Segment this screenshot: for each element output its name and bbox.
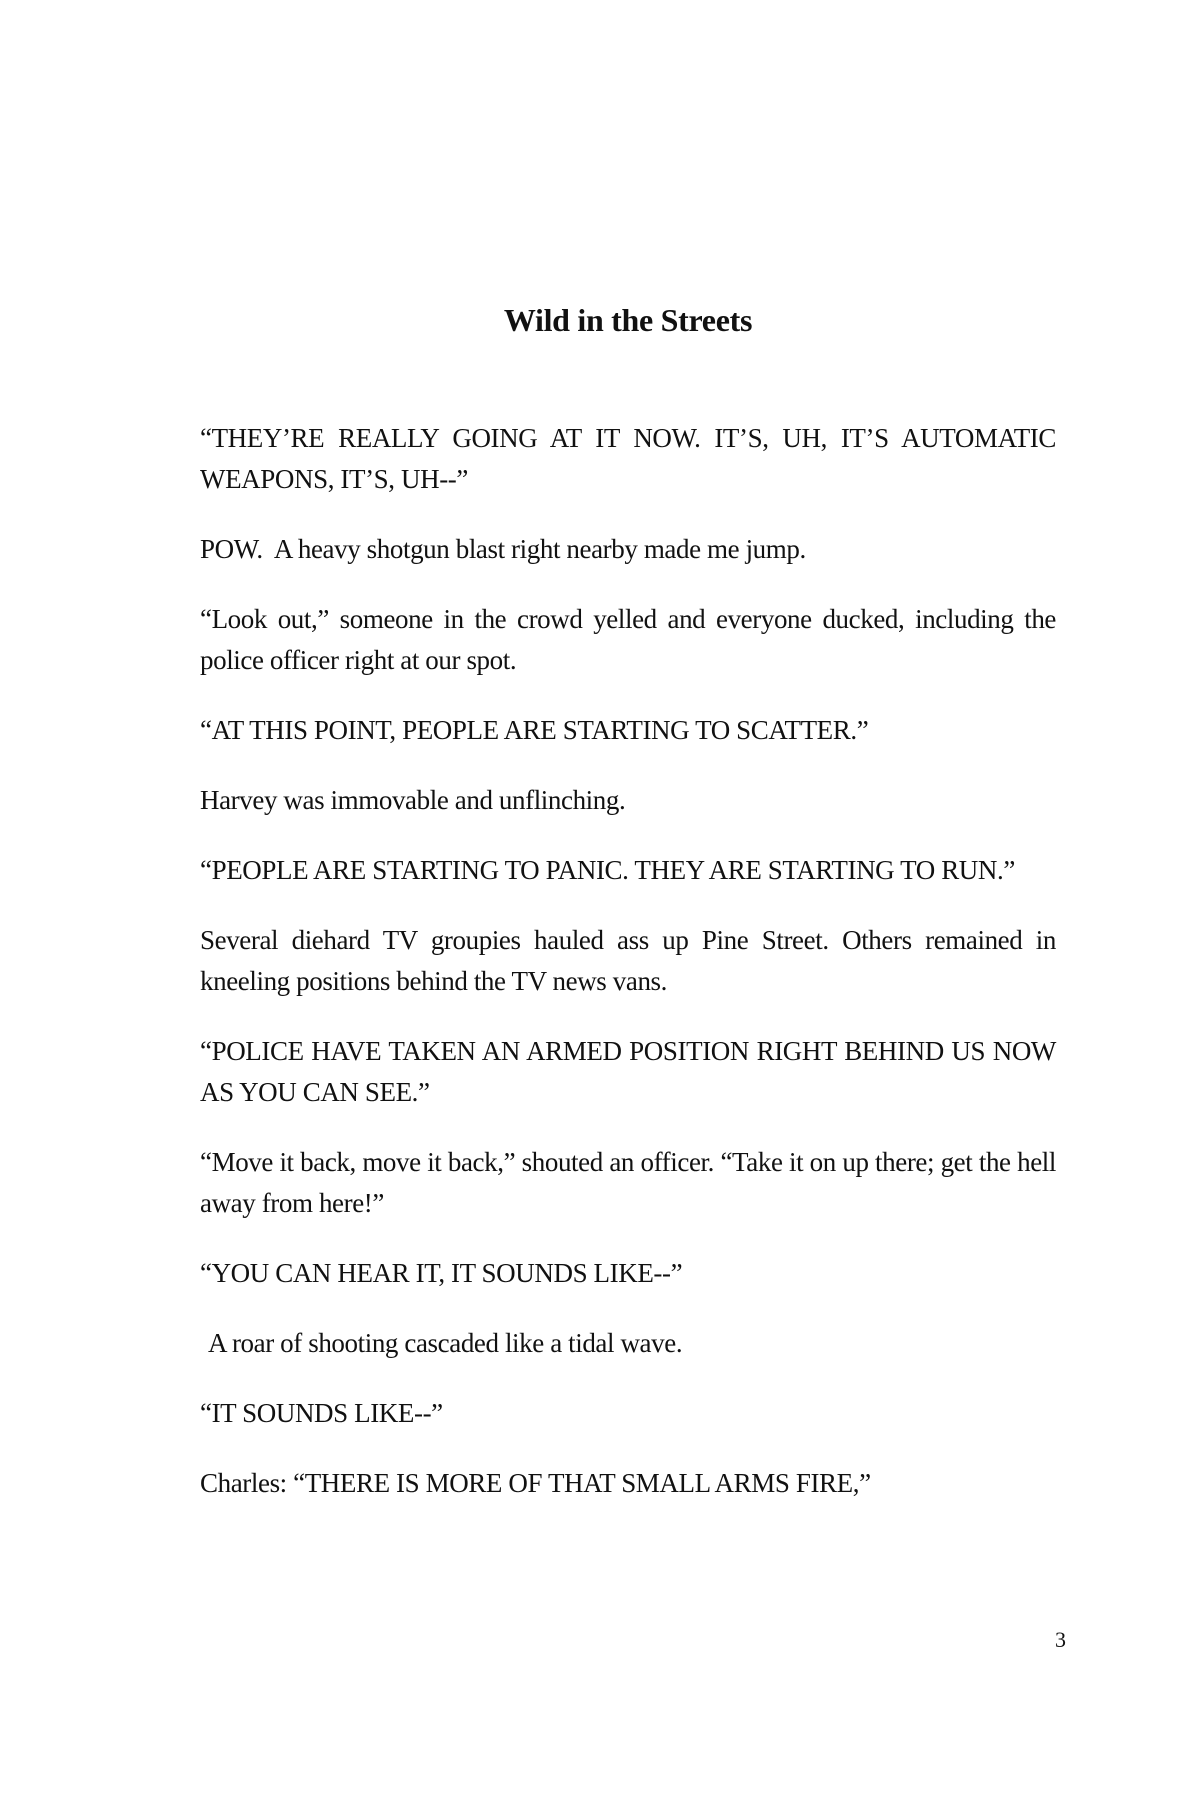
page-number: 3 — [1055, 1627, 1066, 1652]
paragraph: “Move it back, move it back,” shouted an officer. “Take it on up there; get the hell away from here!” — [200, 1147, 1056, 1218]
paragraph: “Look out,” someone in the crowd yelled and everyone ducked, including the police officer right at our spot. — [200, 604, 1056, 675]
paragraph: Several diehard TV groupies hauled ass up Pine Street. Others remained in kneeling positions behind the TV news vans. — [200, 925, 1056, 996]
paragraph: “POLICE HAVE TAKEN AN ARMED POSITION RIGHT BEHIND US NOW AS YOU CAN SEE.” — [200, 1036, 1056, 1107]
chapter-title: Wild in the Streets — [503, 302, 753, 338]
paragraph: Harvey was immovable and unflinching. — [200, 785, 626, 815]
paragraph: Charles: “THERE IS MORE OF THAT SMALL ARMS FIRE,” — [200, 1468, 871, 1498]
paragraph: “AT THIS POINT, PEOPLE ARE STARTING TO SCATTER.” — [200, 715, 869, 745]
body-text — [200, 418, 1056, 1533]
paragraph: “YOU CAN HEAR IT, IT SOUNDS LIKE--” — [200, 1258, 683, 1288]
paragraph: “PEOPLE ARE STARTING TO PANIC. THEY ARE STARTING TO RUN.” — [200, 855, 1015, 885]
paragraph: “THEY’RE REALLY GOING AT IT NOW. IT’S, UH, IT’S AUTOMATIC WEAPONS, IT’S, UH--” — [200, 423, 1056, 494]
paragraph: A roar of shooting cascaded like a tidal wave. — [208, 1328, 683, 1358]
paragraph: POW. A heavy shotgun blast right nearby made me jump. — [200, 534, 806, 564]
paragraph: “IT SOUNDS LIKE--” — [200, 1398, 443, 1428]
